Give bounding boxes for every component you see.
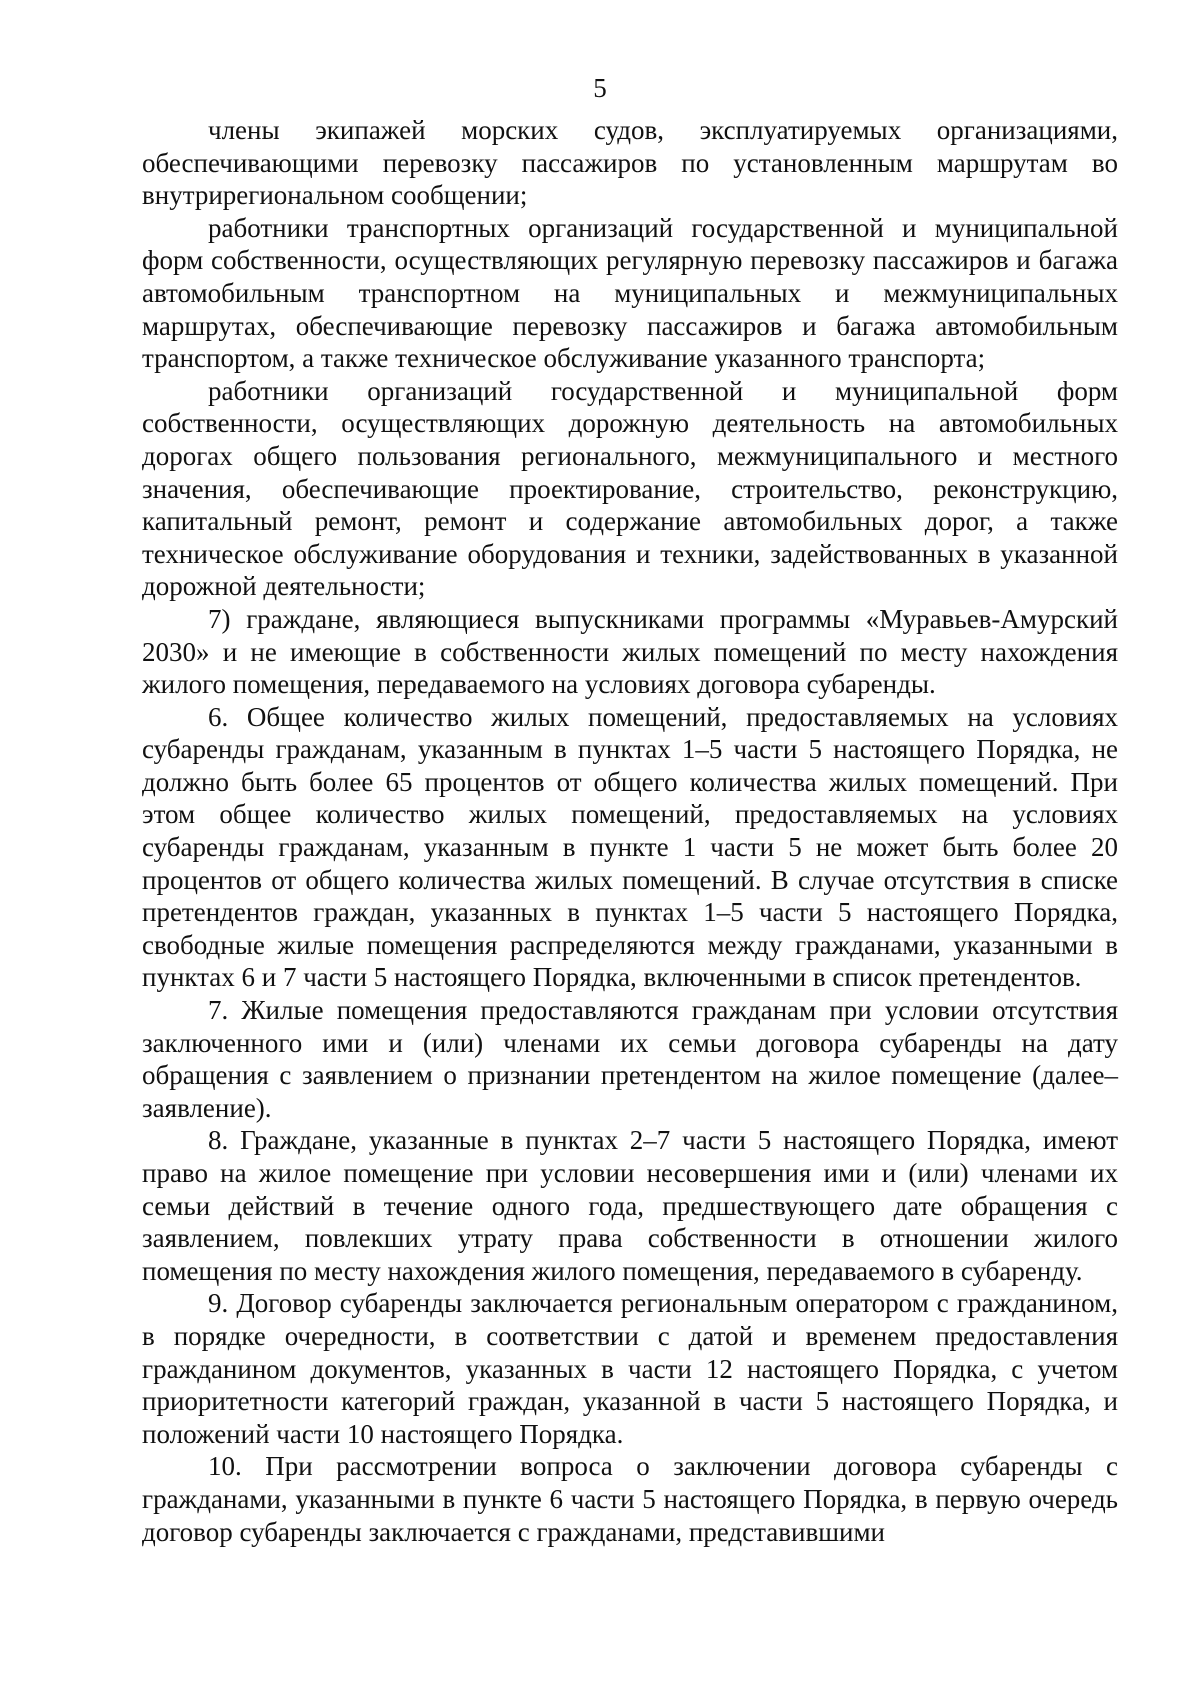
document-body <box>142 114 1118 1548</box>
page-number: 5 <box>593 73 607 103</box>
paragraph-section-6: 6. Общее количество жилых помещений, предоставляемых на условиях субаренды гражданам, указанным в пунктах 1–5 части 5 настоящего Порядка, не должно быть более 65 процентов от общего количества жилых помещений. При этом общее количество жилых помещений, предоставляемых на условиях субаренды гражданам, указанным в пункте 1 части 5 не может быть более 20 процентов от общего количества жилых помещений. В случае отсутствия в списке претендентов граждан, указанных в пунктах 1–5 части 5 настоящего Порядка, свободные жилые помещения распределяются между гражданами, указанными в пунктах 6 и 7 части 5 настоящего Порядка, включенными в список претендентов. <box>142 701 1118 993</box>
paragraph-transport-workers: работники транспортных организаций государственной и муниципальной форм собственности, осуществляющих регулярную перевозку пассажиров и багажа автомобильным транспортном на муниципальных и межмуниципальных маршрутах, обеспечивающие перевозку пассажиров и багажа автомобильным транспортом, а также техническое обслуживание указанного транспорта; <box>142 212 1118 374</box>
paragraph-road-workers: работники организаций государственной и муниципальной форм собственности, осуществляющих дорожную деятельность на автомобильных дорогах общего пользования регионального, межмуниципального и местного значения, обеспечивающие проектирование, строительство, реконструкцию, капитальный ремонт, ремонт и содержание автомобильных дорог, а также техническое обслуживание оборудования и техники, задействованных в указанной дорожной деятельности; <box>142 375 1118 602</box>
paragraph-section-8: 8. Граждане, указанные в пунктах 2–7 части 5 настоящего Порядка, имеют право на жилое помещение при условии несовершения ими и (или) членами их семьи действий в течение одного года, предшествующего дате обращения с заявлением, повлекших утрату права собственности в отношении жилого помещения по месту нахождения жилого помещения, передаваемого в субаренду. <box>142 1125 1118 1286</box>
paragraph-section-10: 10. При рассмотрении вопроса о заключении договора субаренды с гражданами, указанными в пункте 6 части 5 настоящего Порядка, в первую очередь договор субаренды заключается с гражданами, представившими <box>142 1451 1118 1547</box>
paragraph-ship-crews: члены экипажей морских судов, эксплуатируемых организациями, обеспечивающими перевозку пассажиров по установленным маршрутам во внутрирегиональном сообщении; <box>142 115 1118 211</box>
paragraph-section-9: 9. Договор субаренды заключается региональным оператором с гражданином, в порядке очередности, в соответствии с датой и временем предоставления гражданином документов, указанных в части 12 настоящего Порядка, с учетом приоритетности категорий граждан, указанной в части 5 настоящего Порядка, и положений части 10 настоящего Порядка. <box>142 1288 1118 1449</box>
paragraph-item-7-graduates: 7) граждане, являющиеся выпускниками программы «Муравьев-Амурский 2030» и не имеющие в собственности жилых помещений по месту нахождения жилого помещения, передаваемого на условиях договора субаренды. <box>142 603 1118 700</box>
paragraph-section-7: 7. Жилые помещения предоставляются гражданам при условии отсутствия заключенного ими и (или) членами их семьи договора субаренды на дату обращения с заявлением о признании претендентом на жилое помещение (далее– заявление). <box>142 995 1118 1123</box>
